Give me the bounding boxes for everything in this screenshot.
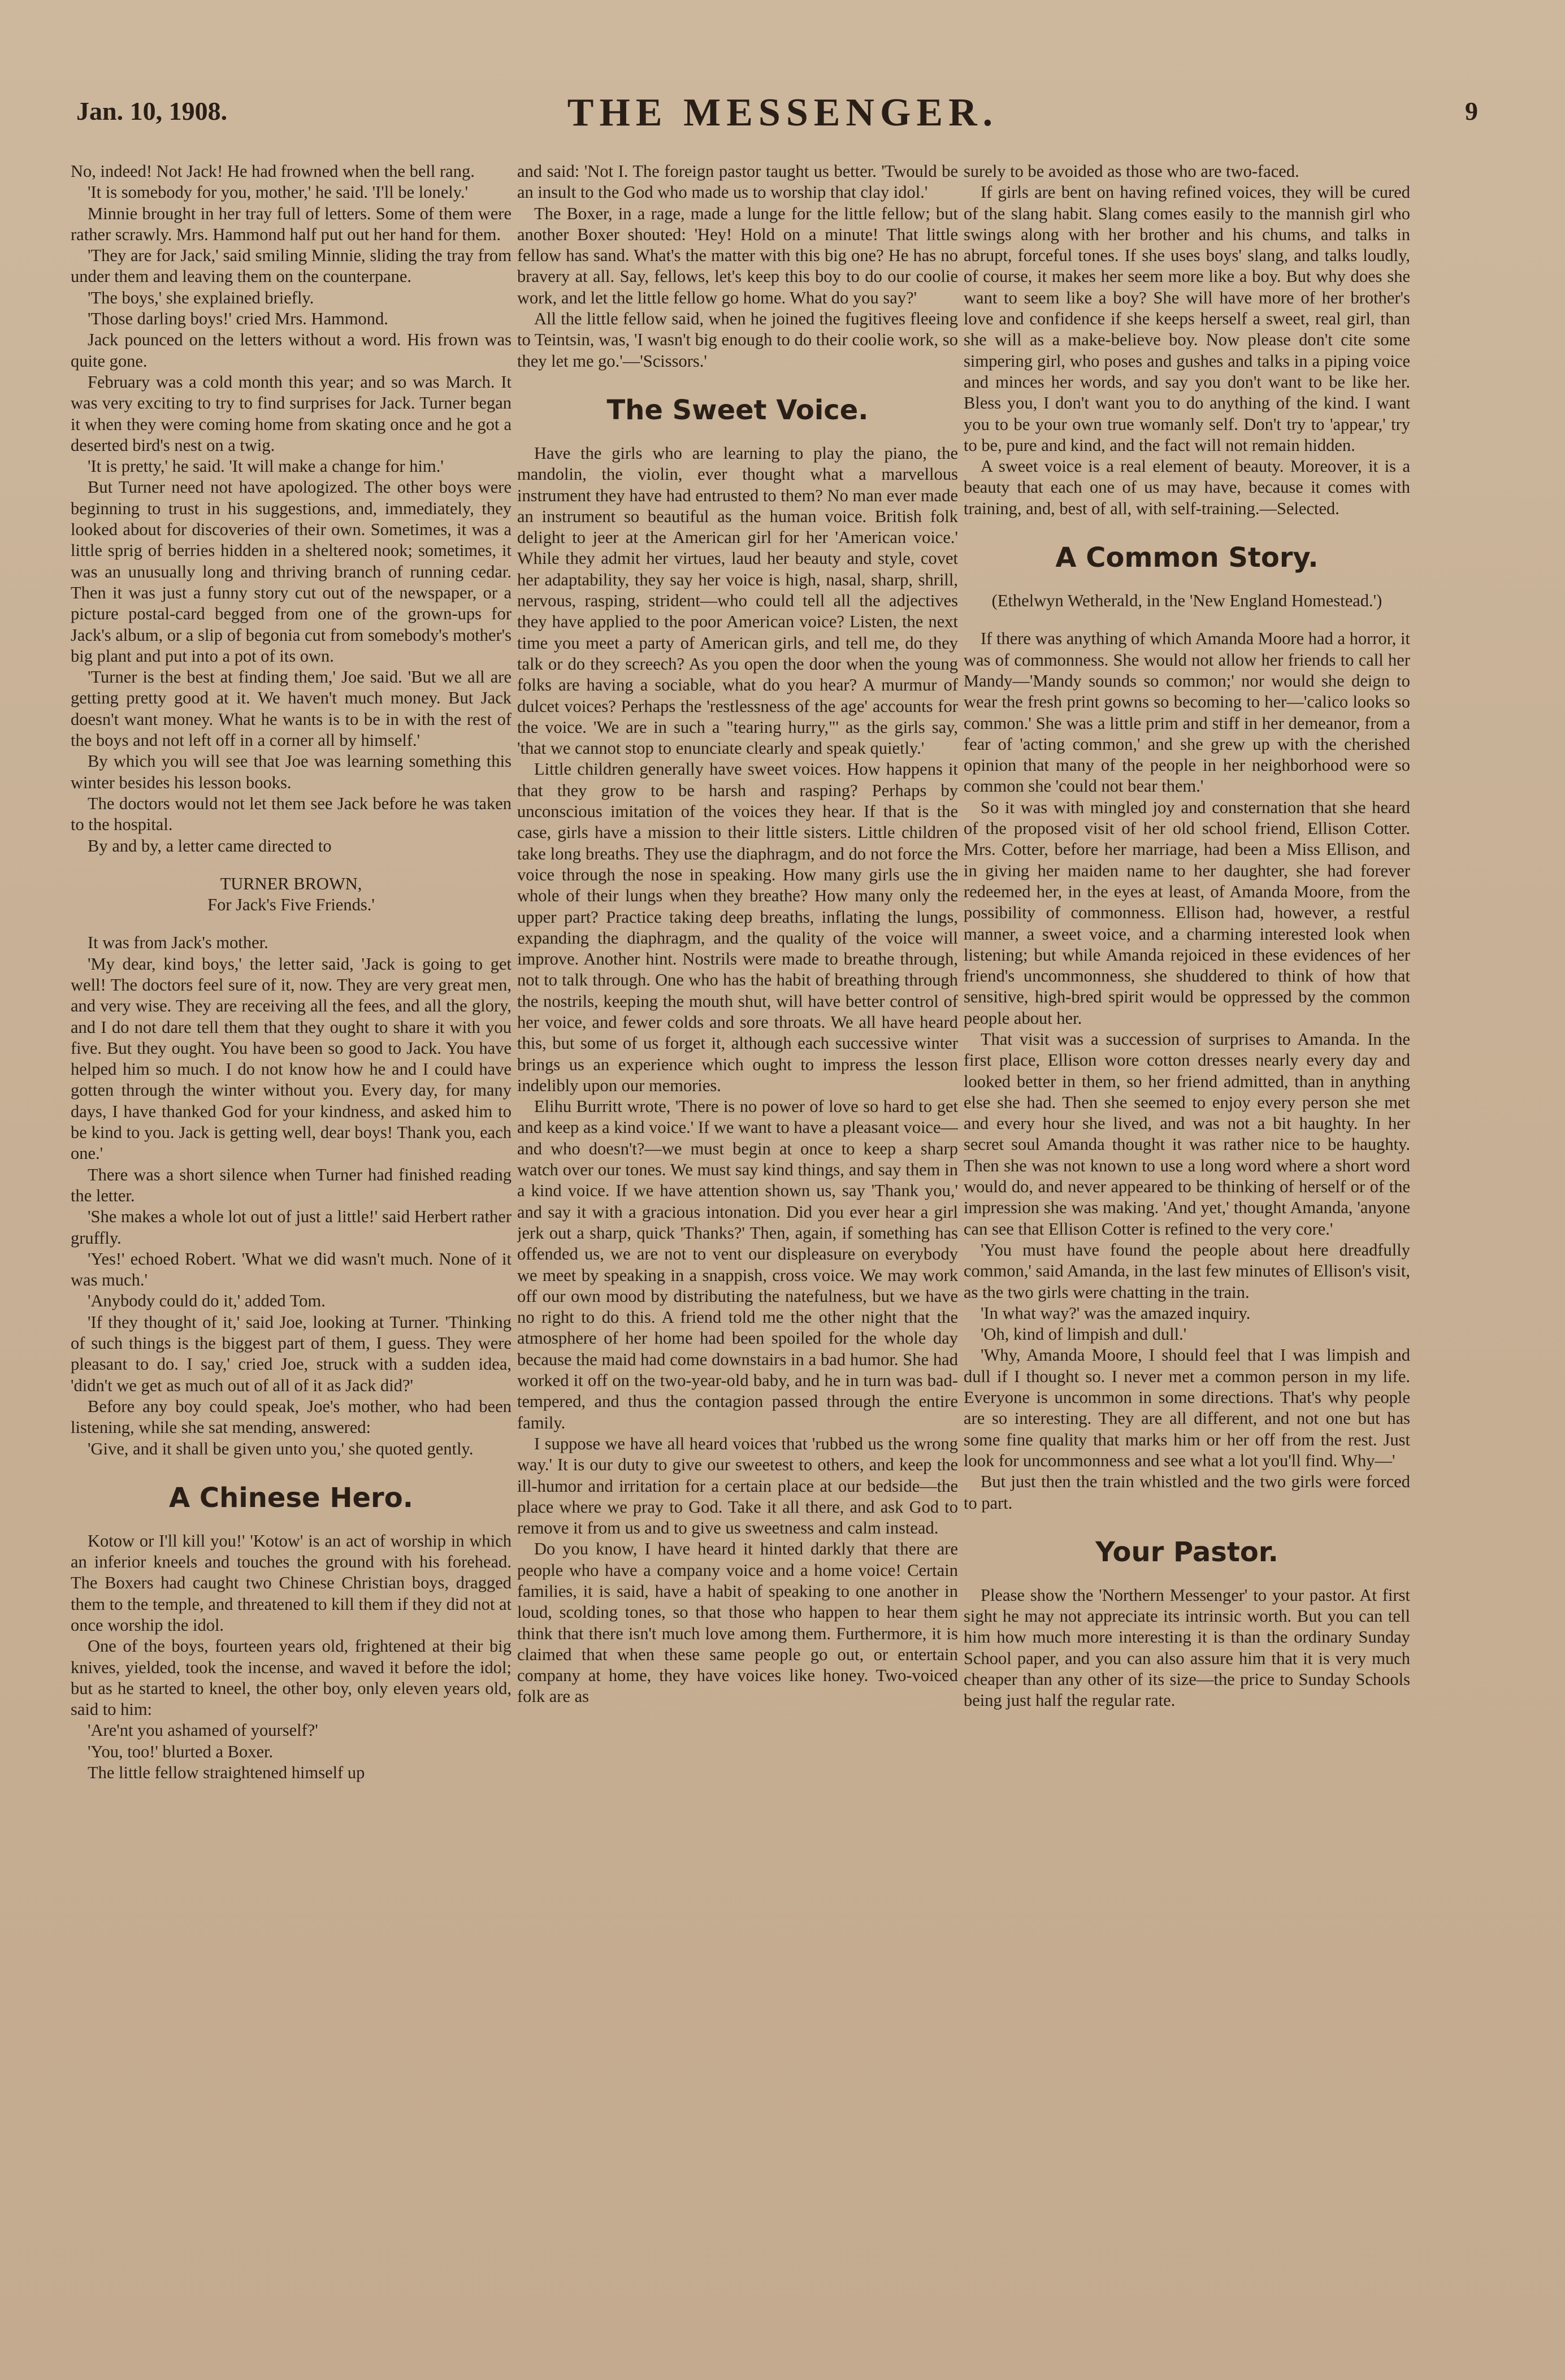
paragraph: 'Give, and it shall be given unto you,' she quoted gently. bbox=[88, 1439, 474, 1458]
paragraph: 'It is pretty,' he said. 'It will make a change for him.' bbox=[88, 457, 444, 476]
article-heading: A Chinese Hero. bbox=[169, 1482, 413, 1514]
paragraph: One of the boys, fourteen years old, frightened at their big knives, yielded, took the incense, and waved it before the idol; but as he started to kneel, the other boy, only eleven years old, said to him: bbox=[71, 1636, 511, 1719]
paragraph: But just then the train whistled and the two girls were forced to part. bbox=[964, 1472, 1410, 1513]
spacer bbox=[71, 857, 511, 874]
column-1 bbox=[71, 161, 511, 2353]
paragraph: The Boxer, in a rage, made a lunge for the little fellow; but another Boxer shouted: 'Hey! Hold on a minute! That little fellow has sand. What's the matter with this big one? He has no bravery at all. Say, fellows, let's keep this boy to do our coolie work, and let the little fellow go home. What do you say?' bbox=[517, 203, 958, 307]
paragraph: surely to be avoided as those who are two-faced. bbox=[964, 162, 1299, 181]
paragraph: 'Oh, kind of limpish and dull.' bbox=[981, 1324, 1187, 1344]
paragraph: Before any boy could speak, Joe's mother, who had been listening, while she sat mending, answered: bbox=[71, 1396, 511, 1437]
paragraph: Kotow or I'll kill you!' 'Kotow' is an act of worship in which an inferior kneels and touches the ground with his forehead. The Boxers had caught two Chinese Christian boys, dragged them to the temple, and threatened to kill them if they did not at once worship the idol. bbox=[71, 1531, 511, 1635]
paragraph: Little children generally have sweet voices. How happens it that they grow to be harsh and rasping? Perhaps by unconscious imitation of the voices they hear. If that is the case, girls have a mission to their little sisters. Little children take long breaths. They use the diaphragm, and do not force the voice through the nose in speaking. How many girls use the whole of their lungs when they breathe? How many only the upper part? Practice taking deep breaths, inflating the lungs, expanding the diaphragm, and the quality of the voice will improve. Another hint. Nostrils were made to breathe through, not to talk through. One who has the habit of breathing through the nostrils, keeping the mouth shut, will have better control of her voice, and fewer colds and sore throats. We all have heard this, but some of us forget it, although each successive winter brings us an experience which ought to impress the lesson indelibly upon our memories. bbox=[517, 759, 958, 1095]
newspaper-title: THE MESSENGER. bbox=[567, 91, 999, 134]
paragraph: The little fellow straightened himself up bbox=[88, 1763, 365, 1783]
paragraph: 'She makes a whole lot out of just a little!' said Herbert rather gruffly. bbox=[71, 1207, 511, 1248]
paragraph: 'Anybody could do it,' added Tom. bbox=[88, 1291, 326, 1311]
article-heading: The Sweet Voice. bbox=[606, 394, 869, 426]
paragraph: That visit was a succession of surprises to Amanda. In the first place, Ellison wore cotton dresses nearly every day and looked better in them, so her friend admitted, than in anything else she had. Then she seemed to enjoy every person she met and every hour she lived, and was not a bit haughty. In her secret soul Amanda thought it was rather nice to be haughty. Then she was not known to use a long word where a short word would do, and never appeared to be thinking of herself or of the impression she was making. 'And yet,' thought Amanda, 'anyone can see that Ellison Cotter is refined to the very core.' bbox=[964, 1029, 1410, 1239]
paragraph: By which you will see that Joe was learning something this winter besides his lesson books. bbox=[71, 752, 511, 792]
paragraph: There was a short silence when Turner had finished reading the letter. bbox=[71, 1165, 511, 1205]
paragraph: Jack pounced on the letters without a word. His frown was quite gone. bbox=[71, 330, 511, 371]
paragraph: 'You must have found the people about here dreadfully common,' said Amanda, in the last few minutes of Ellison's visit, as the two girls were chatting in the train. bbox=[964, 1240, 1410, 1302]
paragraph: 'Why, Amanda Moore, I should feel that I was limpish and dull if I thought so. I never met a common person in my life. Everyone is uncommon in some directions. That's why people are so interesting. They are all different, and not one but has some fine quality that marks him or her off from the rest. Just look for uncommonness and see what a lot you'll find. Why—' bbox=[964, 1345, 1410, 1470]
column-3 bbox=[964, 161, 1410, 2353]
paragraph: 'Turner is the best at finding them,' Joe said. 'But we all are getting pretty good at it. We haven't much money. But Jack doesn't want money. What he wants is to be in with the rest of the boys and not left off in a corner all by himself.' bbox=[71, 667, 511, 750]
spacer bbox=[71, 915, 511, 932]
issue-date: Jan. 10, 1908. bbox=[76, 97, 228, 125]
paragraph: 'They are for Jack,' said smiling Minnie, sliding the tray from under them and leaving them on the counterpane. bbox=[71, 246, 511, 286]
address-line: For Jack's Five Friends.' bbox=[207, 895, 375, 915]
paragraph: Do you know, I have heard it hinted darkly that there are people who have a company voice and a home voice! Certain families, it is said, have a habit of speaking to one another in loud, scolding tones, so that those who happen to hear them think that there isn't much love among them. Furthermore, it is claimed that when these same people go out, or entertain company at home, they have voices like honey. Two-voiced folk are as bbox=[517, 1539, 958, 1706]
paragraph: 'Are'nt you ashamed of yourself?' bbox=[88, 1721, 318, 1740]
paragraph: 'You, too!' blurted a Boxer. bbox=[88, 1741, 274, 1761]
paragraph: It was from Jack's mother. bbox=[88, 933, 268, 953]
paragraph: If there was anything of which Amanda Moore had a horror, it was of commonness. She would not allow her friends to call her Mandy—'Mandy sounds so common;' nor would she deign to wear the fresh print gowns so becoming to her—'calico looks so common.' She was a little prim and stiff in her demeanor, from a fear of 'acting common,' and she grew up with the cherished opinion that many of the people in her neighborhood were so common she 'could not bear them.' bbox=[964, 629, 1410, 796]
paragraph: All the little fellow said, when he joined the fugitives fleeing to Teintsin, was, 'I wasn't big enough to do their coolie work, so they let me go.'—'Scissors.' bbox=[517, 309, 958, 371]
paragraph: and said: 'Not I. The foreign pastor taught us better. 'Twould be an insult to the God who made us to worship that clay idol.' bbox=[517, 162, 958, 202]
paragraph: The doctors would not let them see Jack before he was taken to the hospital. bbox=[71, 793, 511, 835]
paragraph: 'Yes!' echoed Robert. 'What we did wasn't much. None of it was much.' bbox=[71, 1249, 511, 1290]
spacer bbox=[964, 611, 1410, 628]
paragraph: 'Those darling boys!' cried Mrs. Hammond. bbox=[88, 309, 388, 329]
paragraph: Minnie brought in her tray full of letters. Some of them were rather scrawly. Mrs. Hammond half put out her hand for them. bbox=[71, 203, 511, 244]
paragraph: Elihu Burritt wrote, 'There is no power of love so hard to get and keep as a kind voice.' If we want to have a pleasant voice—and who doesn't?—we must begin at once to keep a sharp watch over our tones. We must say kind things, and say them in a kind voice. If we have attention shown us, say 'Thank you,' and say it with a gracious intonation. Did you ever hear a girl jerk out a sharp, quick 'Thanks?' Then, again, if something has offended us, we are not to vent our displeasure on everybody we meet by speaking in a snappish, cross voice. We may work off our own mood by distributing the natefulness, but we have no right to do this. A friend told me the other night that the atmosphere of her home had been spoiled for the whole day because the maid had come downstairs in a bad humor. She had worked it off on the two-year-old baby, and he in turn was bad-tempered, and thus the contagion passed through the entire family. bbox=[517, 1097, 958, 1432]
paragraph: I suppose we have all heard voices that 'rubbed us the wrong way.' It is our duty to give our sweetest to others, and keep the ill-humor and irritation for a certain place at our bedside—the place where we pray to God. Take it all there, and ask God to remove it from us and to give us sweetness and calm instead. bbox=[517, 1434, 958, 1538]
paragraph: 'In what way?' was the amazed inquiry. bbox=[981, 1303, 1251, 1323]
article-heading: A Common Story. bbox=[1055, 542, 1319, 574]
paragraph: Please show the 'Northern Messenger' to your pastor. At first sight he may not appreciate its intrinsic worth. But you can tell him how much more interesting it is than the ordinary Sunday School paper, and you can also assure him that it is very much cheaper than any other of its size—the price to Sunday Schools being just half the regular rate. bbox=[964, 1585, 1410, 1710]
paragraph: But Turner need not have apologized. The other boys were beginning to trust in his suggestions, and, immediately, they looked about for discoveries of their own. Sometimes, it was a little sprig of berries hidden in a sheltered nook; sometimes, it was an unusually long and thriving branch of running cedar. Then it was just a funny story cut out of the newspaper, or a picture postal-card begged from one of the grown-ups for Jack's album, or a slip of begonia cut from somebody's mother's big plant and put into a pot of its own. bbox=[71, 477, 511, 666]
paragraph: 'My dear, kind boys,' the letter said, 'Jack is going to get well! The doctors feel sure of it, now. They are very great men, and very wise. They are receiving all the fees, and all the glory, and I do not dare tell them that they ought to share it with you five. But they ought. You have been so good to Jack. You have helped him so much. I do not know how he and I could have gotten through the winter without you. Every day, for many days, I have thanked God for your kindness, and asked him to be kind to you. Jack is getting well, dear boys! Thank you, each one.' bbox=[71, 954, 511, 1163]
paragraph: A sweet voice is a real element of beauty. Moreover, it is a beauty that each one of us may have, because it comes with training, and, best of all, with self-training.—Selected. bbox=[964, 457, 1410, 518]
paragraph: Have the girls who are learning to play the piano, the mandolin, the violin, ever thought what a marvellous instrument they have had entrusted to them? No man ever made an instrument so beautiful as the human voice. British folk delight to jeer at the American girl for her 'American voice.' While they admit her virtues, laud her beauty and style, covet her adaptability, they say her voice is high, nasal, sharp, shrill, nervous, rasping, strident—who could tell all the adjectives they have applied to the poor American voice? Listen, the next time you meet a party of American girls, and tell me, do they talk or do they screech? As you open the door when the young folks are having a sociable, what do you hear? A murmur of dulcet voices? Perhaps the 'restlessness of the age' accounts for the voice. 'We are in such a "tearing hurry,"' as the girls say, 'that we cannot stop to enunciate clearly and speak quietly.' bbox=[517, 443, 958, 758]
paragraph: By and by, a letter came directed to bbox=[88, 836, 332, 855]
paragraph: If girls are bent on having refined voices, they will be cured of the slang habit. Slang comes easily to the mannish girl who swings along with her brother and his chums, and talks in abrupt, forceful tones. If she uses boys' slang, and talks loudly, of course, it makes her seem more like a boy. But why does she want to seem like a boy? She will have more of her brother's love and confidence if she keeps herself a sweet, real girl, than she will as a make-believe boy. Now please don't cite some simpering girl, who poses and gushes and talks in a piping voice and minces her words, and say you don't want to be like her. Bless you, I don't want you to do anything of the kind. I want you to be your own true womanly self. Don't try to 'appear,' try to be, pure and kind, and the fact will not remain hidden. bbox=[964, 183, 1410, 455]
paragraph: So it was with mingled joy and consternation that she heard of the proposed visit of her old school friend, Ellison Cotter. Mrs. Cotter, before her marriage, had been a Miss Ellison, and in giving her maiden name to her daughter, she had forever redeemed her, in the eyes at least, of Amanda Moore, from the possibility of commonness. Ellison had, however, a restful manner, a sweet voice, and a charming interested look when listening; but while Amanda rejoiced in these evidences of her friend's uncommonness, she shuddered to think of how that sensitive, high-bred spirit would be oppressed by the common people about her. bbox=[964, 797, 1410, 1028]
paragraph: 'It is somebody for you, mother,' he said. 'I'll be lonely.' bbox=[88, 183, 469, 202]
address-line: TURNER BROWN, bbox=[220, 874, 362, 893]
paragraph: No, indeed! Not Jack! He had frowned when the bell rang. bbox=[71, 162, 475, 181]
paragraph: 'If they thought of it,' said Joe, looking at Turner. 'Thinking of such things is the biggest part of them, I guess. They were pleasant to do. I say,' cried Joe, struck with a sudden idea, 'didn't we get as much out of all of it as Jack did?' bbox=[71, 1312, 511, 1395]
masthead bbox=[76, 91, 1489, 141]
paragraph: 'The boys,' she explained briefly. bbox=[88, 288, 314, 307]
column-2 bbox=[517, 161, 958, 2353]
page-number: 9 bbox=[1465, 97, 1478, 125]
paragraph: February was a cold month this year; and so was March. It was very exciting to try to find surprises for Jack. Turner began it when they were coming home from skating once and he got a deserted bird's nest on a twig. bbox=[71, 372, 511, 455]
article-heading: Your Pastor. bbox=[1095, 1536, 1278, 1568]
byline: (Ethelwyn Wetherald, in the 'New England Homestead.') bbox=[991, 591, 1382, 611]
